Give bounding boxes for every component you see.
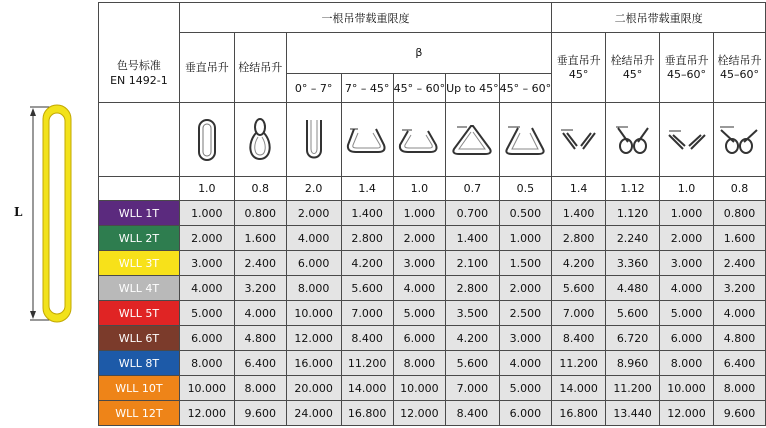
value-cell: 10.000 xyxy=(660,376,714,401)
table-row xyxy=(99,351,766,376)
basket-45-60-icon xyxy=(393,103,446,177)
vertical-lift-icon xyxy=(179,103,234,177)
table-row xyxy=(99,326,766,351)
value-cell: 2.800 xyxy=(341,226,393,251)
grade-cell: WLL 4T xyxy=(99,276,180,301)
value-cell: 2.500 xyxy=(499,301,552,326)
value-cell: 6.000 xyxy=(499,401,552,426)
value-cell: 2.240 xyxy=(606,226,660,251)
value-cell: 4.200 xyxy=(552,251,606,276)
value-cell: 8.000 xyxy=(179,351,234,376)
value-cell: 16.000 xyxy=(286,351,341,376)
value-cell: 4.800 xyxy=(234,326,286,351)
value-cell: 3.000 xyxy=(660,251,714,276)
value-cell: 4.000 xyxy=(234,301,286,326)
value-cell: 2.400 xyxy=(713,251,765,276)
value-cell: 4.000 xyxy=(179,276,234,301)
value-cell: 7.000 xyxy=(446,376,500,401)
value-cell: 24.000 xyxy=(286,401,341,426)
table-row xyxy=(99,301,766,326)
value-cell: 1.600 xyxy=(234,226,286,251)
table-row xyxy=(99,401,766,426)
value-cell: 5.000 xyxy=(499,376,552,401)
coefficient-cell: 1.12 xyxy=(606,177,660,201)
icon-row xyxy=(99,103,766,177)
angle-header: 0° – 7° xyxy=(286,74,341,103)
value-cell: 1.000 xyxy=(499,226,552,251)
value-cell: 3.000 xyxy=(179,251,234,276)
value-cell: 1.400 xyxy=(552,201,606,226)
value-cell: 4.000 xyxy=(713,301,765,326)
value-cell: 2.100 xyxy=(446,251,500,276)
grade-cell: WLL 3T xyxy=(99,251,180,276)
choke-basket-45-60-icon xyxy=(499,103,552,177)
angle-header: Up to 45° xyxy=(446,74,500,103)
value-cell: 2.800 xyxy=(446,276,500,301)
value-cell: 8.000 xyxy=(393,351,446,376)
value-cell: 2.000 xyxy=(499,276,552,301)
value-cell: 14.000 xyxy=(552,376,606,401)
value-cell: 12.000 xyxy=(660,401,714,426)
value-cell: 0.800 xyxy=(713,201,765,226)
value-cell: 6.400 xyxy=(234,351,286,376)
double-vertical-45-60-header: 垂直吊升 45–60° xyxy=(660,33,714,103)
value-cell: 11.200 xyxy=(606,376,660,401)
value-cell: 8.400 xyxy=(446,401,500,426)
value-cell: 2.400 xyxy=(234,251,286,276)
value-cell: 8.000 xyxy=(286,276,341,301)
coefficient-cell: 1.4 xyxy=(341,177,393,201)
choke-basket-45-icon xyxy=(446,103,500,177)
grade-cell: WLL 2T xyxy=(99,226,180,251)
table-row xyxy=(99,226,766,251)
value-cell: 6.000 xyxy=(286,251,341,276)
grade-cell: WLL 8T xyxy=(99,351,180,376)
value-cell: 6.000 xyxy=(660,326,714,351)
value-cell: 1.600 xyxy=(713,226,765,251)
grade-cell: WLL 12T xyxy=(99,401,180,426)
value-cell: 9.600 xyxy=(234,401,286,426)
value-cell: 1.120 xyxy=(606,201,660,226)
coefficient-cell: 1.0 xyxy=(660,177,714,201)
coefficient-cell: 1.0 xyxy=(393,177,446,201)
value-cell: 7.000 xyxy=(341,301,393,326)
grade-cell: WLL 10T xyxy=(99,376,180,401)
basket-0-7-icon xyxy=(286,103,341,177)
coefficient-cell: 0.5 xyxy=(499,177,552,201)
value-cell: 4.000 xyxy=(499,351,552,376)
value-cell: 3.000 xyxy=(499,326,552,351)
value-cell: 1.000 xyxy=(393,201,446,226)
value-cell: 1.400 xyxy=(341,201,393,226)
value-cell: 1.400 xyxy=(446,226,500,251)
value-cell: 3.360 xyxy=(606,251,660,276)
single-sling-header: 一根吊带载重限度 xyxy=(179,3,551,33)
value-cell: 0.800 xyxy=(234,201,286,226)
value-cell: 13.440 xyxy=(606,401,660,426)
value-cell: 8.960 xyxy=(606,351,660,376)
length-label: L xyxy=(14,205,23,219)
standard-header xyxy=(99,3,180,103)
value-cell: 20.000 xyxy=(286,376,341,401)
coefficient-cell: 0.8 xyxy=(234,177,286,201)
value-cell: 4.000 xyxy=(393,276,446,301)
value-cell: 6.000 xyxy=(179,326,234,351)
coefficient-row xyxy=(99,177,766,201)
data-body xyxy=(99,201,766,426)
table-row xyxy=(99,201,766,226)
blank-cell xyxy=(99,103,180,177)
value-cell: 5.600 xyxy=(341,276,393,301)
angle-header: 7° – 45° xyxy=(341,74,393,103)
value-cell: 1.500 xyxy=(499,251,552,276)
coefficient-cell: 0.7 xyxy=(446,177,500,201)
value-cell: 10.000 xyxy=(286,301,341,326)
coefficient-cell: 1.4 xyxy=(552,177,606,201)
angle-header: 45° – 60° xyxy=(393,74,446,103)
value-cell: 10.000 xyxy=(393,376,446,401)
beta-header: β xyxy=(286,33,551,74)
angle-header: 45° – 60° xyxy=(499,74,552,103)
value-cell: 8.000 xyxy=(660,351,714,376)
value-cell: 2.000 xyxy=(286,201,341,226)
grade-cell: WLL 5T xyxy=(99,301,180,326)
load-limit-table xyxy=(98,2,766,426)
value-cell: 10.000 xyxy=(179,376,234,401)
double-vertical-45-icon xyxy=(552,103,606,177)
choke-hitch-icon xyxy=(234,103,286,177)
value-cell: 3.500 xyxy=(446,301,500,326)
value-cell: 6.000 xyxy=(393,326,446,351)
value-cell: 12.000 xyxy=(286,326,341,351)
value-cell: 8.000 xyxy=(234,376,286,401)
sling-illustration xyxy=(0,0,98,428)
value-cell: 8.400 xyxy=(341,326,393,351)
value-cell: 2.800 xyxy=(552,226,606,251)
value-cell: 5.600 xyxy=(446,351,500,376)
value-cell: 3.000 xyxy=(393,251,446,276)
grade-cell: WLL 6T xyxy=(99,326,180,351)
double-vertical-45-60-icon xyxy=(660,103,714,177)
value-cell: 12.000 xyxy=(179,401,234,426)
standard-label: 色号标准 EN 1492-1 xyxy=(110,58,168,87)
value-cell: 2.000 xyxy=(393,226,446,251)
double-choke-45-header: 栓结吊升 45° xyxy=(606,33,660,103)
coefficient-cell: 1.0 xyxy=(179,177,234,201)
double-choke-45-60-header: 栓结吊升 45–60° xyxy=(713,33,765,103)
value-cell: 5.000 xyxy=(660,301,714,326)
double-choke-45-60-icon xyxy=(713,103,765,177)
double-sling-header: 二根吊带载重限度 xyxy=(552,3,766,33)
value-cell: 5.600 xyxy=(552,276,606,301)
value-cell: 1.000 xyxy=(660,201,714,226)
coefficient-cell: 0.8 xyxy=(713,177,765,201)
value-cell: 7.000 xyxy=(552,301,606,326)
value-cell: 2.000 xyxy=(179,226,234,251)
coefficient-cell: 2.0 xyxy=(286,177,341,201)
table-row xyxy=(99,276,766,301)
value-cell: 4.000 xyxy=(286,226,341,251)
value-cell: 6.720 xyxy=(606,326,660,351)
value-cell: 4.480 xyxy=(606,276,660,301)
table-row xyxy=(99,376,766,401)
value-cell: 16.800 xyxy=(552,401,606,426)
value-cell: 16.800 xyxy=(341,401,393,426)
value-cell: 11.200 xyxy=(552,351,606,376)
value-cell: 2.000 xyxy=(660,226,714,251)
value-cell: 5.600 xyxy=(606,301,660,326)
basket-7-45-icon xyxy=(341,103,393,177)
double-choke-45-icon xyxy=(606,103,660,177)
value-cell: 4.800 xyxy=(713,326,765,351)
blank-cell xyxy=(99,177,180,201)
value-cell: 3.200 xyxy=(713,276,765,301)
value-cell: 11.200 xyxy=(341,351,393,376)
value-cell: 5.000 xyxy=(393,301,446,326)
value-cell: 6.400 xyxy=(713,351,765,376)
value-cell: 0.500 xyxy=(499,201,552,226)
value-cell: 14.000 xyxy=(341,376,393,401)
value-cell: 9.600 xyxy=(713,401,765,426)
value-cell: 3.200 xyxy=(234,276,286,301)
value-cell: 1.000 xyxy=(179,201,234,226)
vertical-lift-header: 垂直吊升 xyxy=(179,33,234,103)
double-vertical-45-header: 垂直吊升 45° xyxy=(552,33,606,103)
value-cell: 5.000 xyxy=(179,301,234,326)
value-cell: 4.200 xyxy=(341,251,393,276)
value-cell: 12.000 xyxy=(393,401,446,426)
value-cell: 4.000 xyxy=(660,276,714,301)
value-cell: 0.700 xyxy=(446,201,500,226)
grade-cell: WLL 1T xyxy=(99,201,180,226)
table-row xyxy=(99,251,766,276)
value-cell: 8.400 xyxy=(552,326,606,351)
choke-lift-header: 栓结吊升 xyxy=(234,33,286,103)
value-cell: 8.000 xyxy=(713,376,765,401)
value-cell: 4.200 xyxy=(446,326,500,351)
